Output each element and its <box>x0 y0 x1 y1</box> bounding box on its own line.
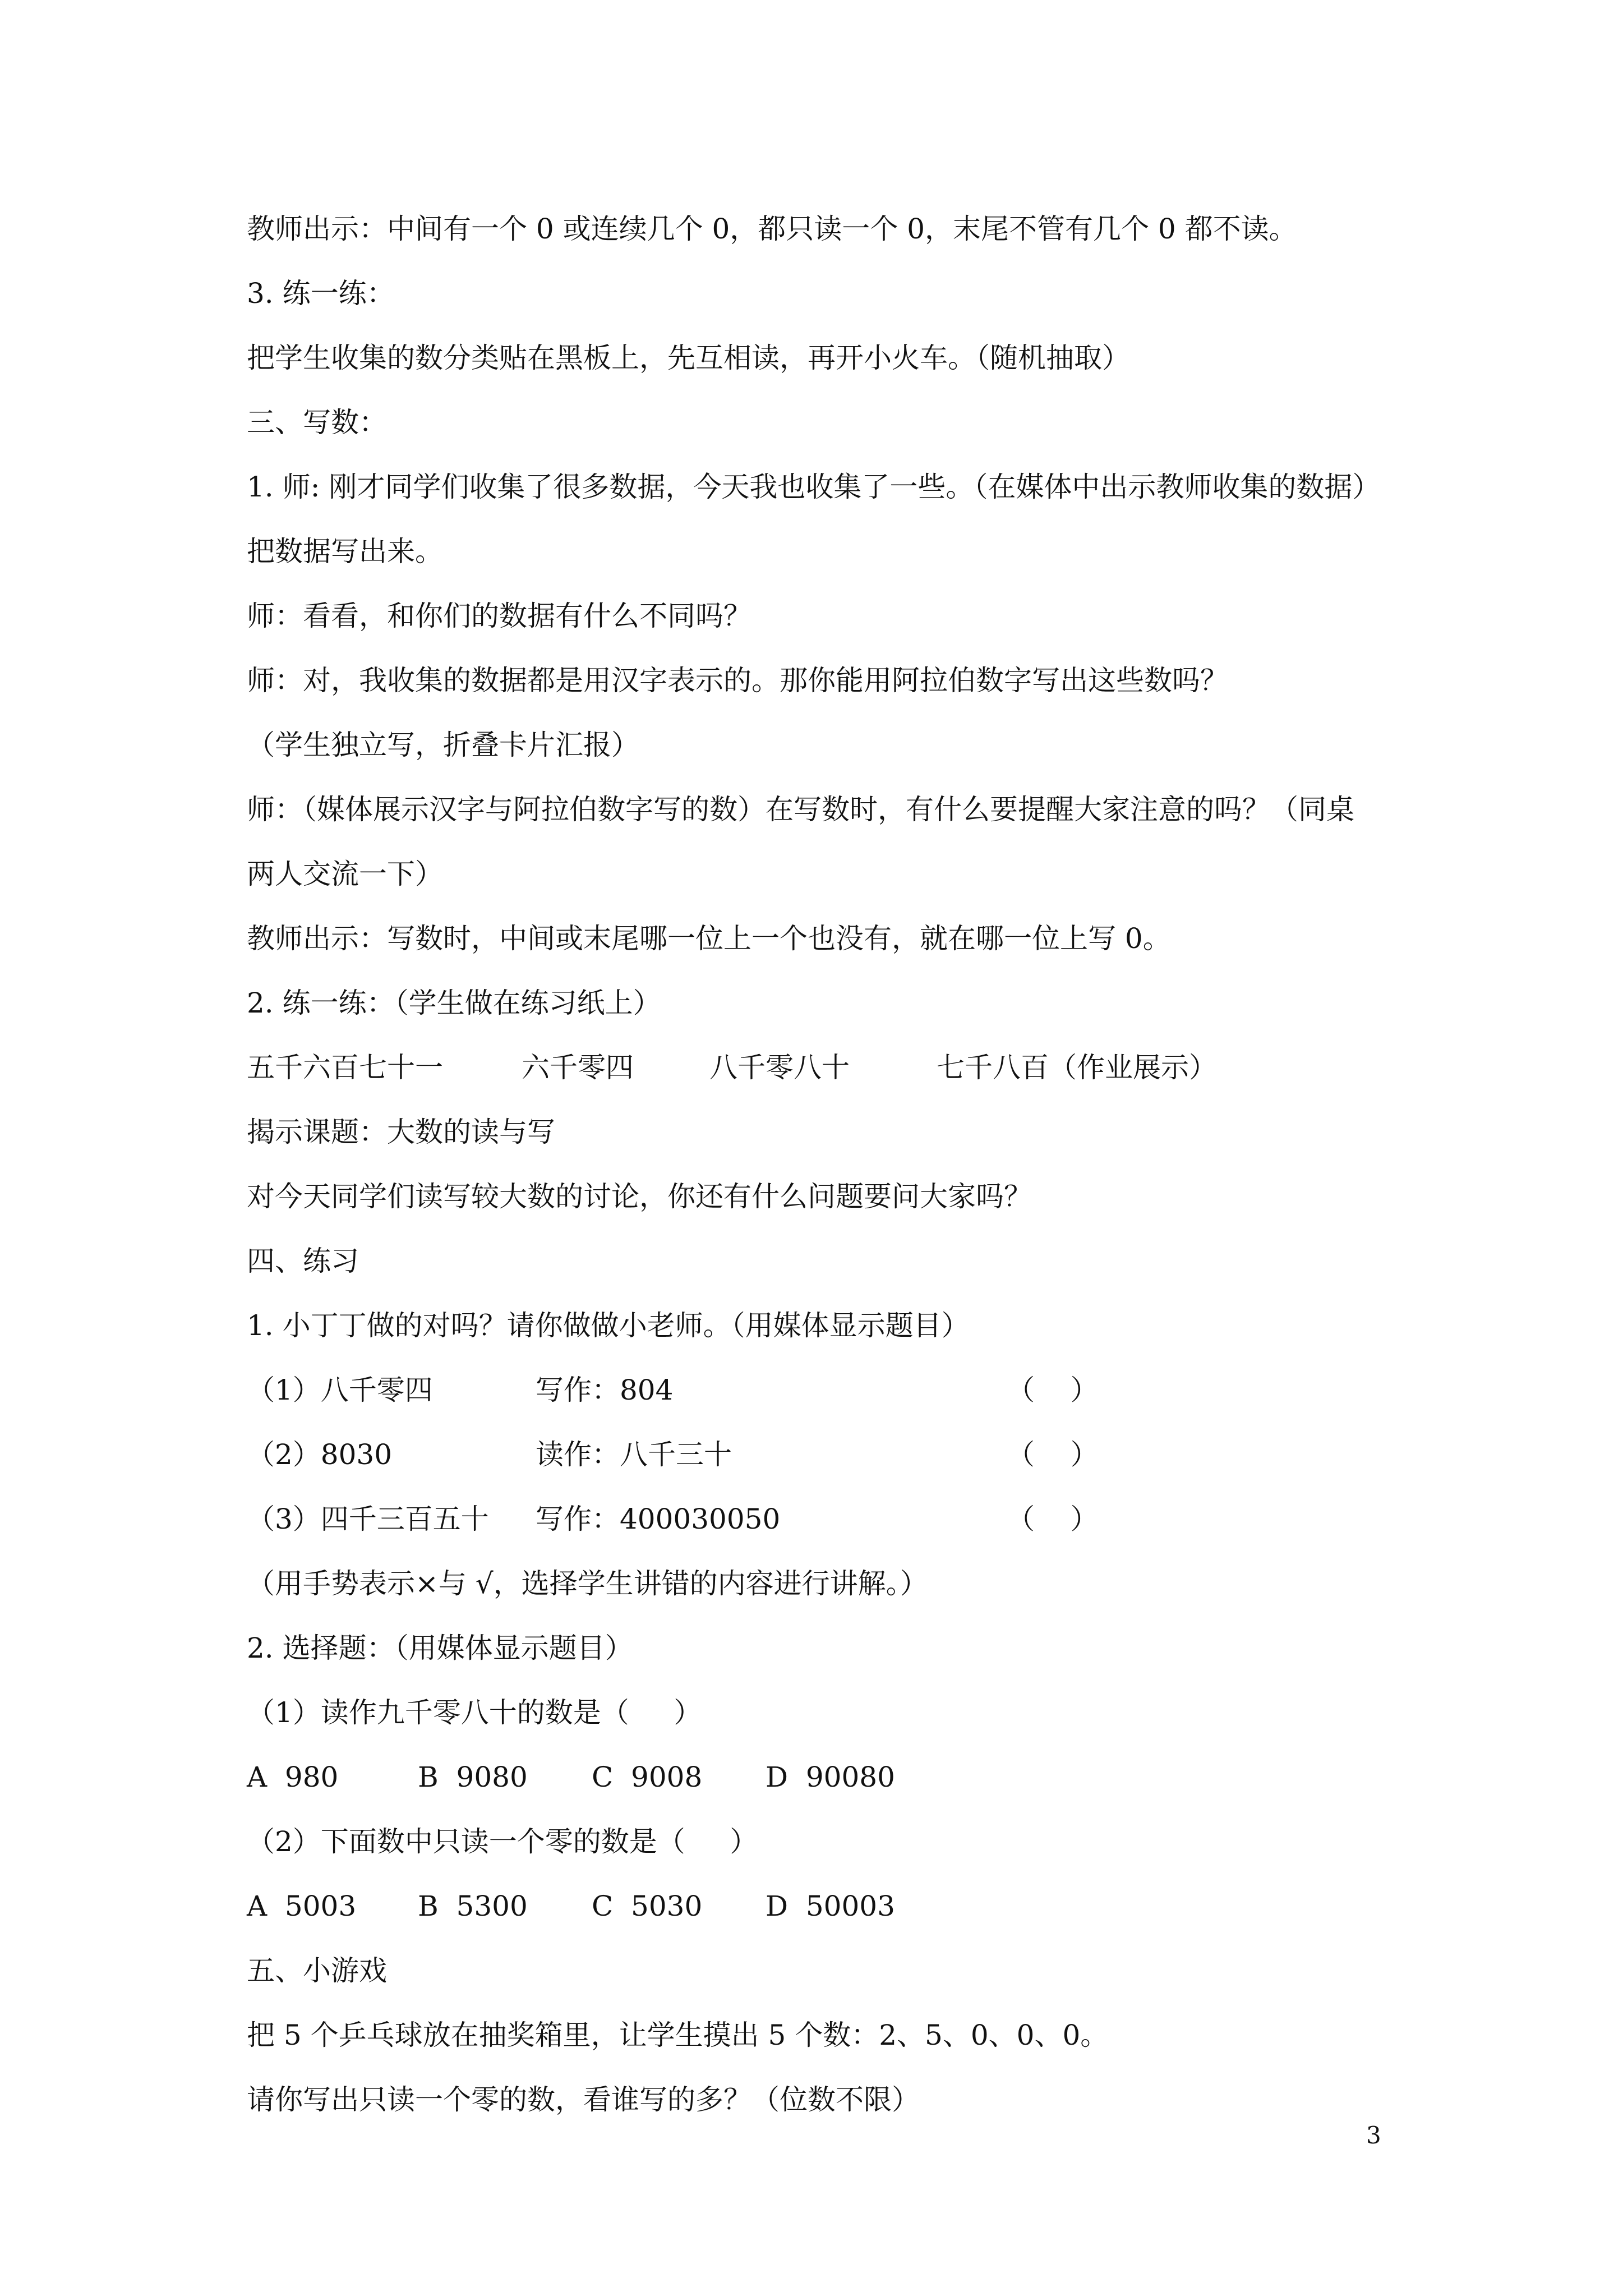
judge-item-label: （2）8030 <box>247 1438 393 1471</box>
section-heading: 四、练习 <box>247 1245 359 1277</box>
judge-item-answer: 写作：804 <box>536 1374 674 1406</box>
judge-item-blank: （ ） <box>1007 1503 1099 1535</box>
page-number: 3 <box>1366 2122 1381 2149</box>
practice-number: 六千零四 <box>522 1051 634 1084</box>
paragraph-line: 把 5 个乒乓球放在抽奖箱里，让学生摸出 5 个数：2、5、0、0、0。 <box>247 2019 1109 2051</box>
choice-option: B 5300 <box>418 1890 528 1922</box>
paragraph-line: 1. 小丁丁做的对吗？请你做做小老师。（用媒体显示题目） <box>247 1309 970 1342</box>
paragraph-line: 1. 师: 刚才同学们收集了很多数据，今天我也收集了一些。（在媒体中出示教师收集的数据） <box>247 471 1381 503</box>
question-line: （1）读作九千零八十的数是（ ） <box>247 1696 702 1729</box>
judge-item-answer: 写作：400030050 <box>536 1503 781 1535</box>
paragraph-line: 师：对，我收集的数据都是用汉字表示的。那你能用阿拉伯数字写出这些数吗？ <box>247 664 1228 697</box>
section-heading: 五、小游戏 <box>247 1954 387 1987</box>
section-heading: 三、写数： <box>247 406 387 439</box>
practice-number: 八千零八十 <box>709 1051 850 1084</box>
paragraph-line: 把数据写出来。 <box>247 535 443 568</box>
paragraph-line: 揭示课题：大数的读与写 <box>247 1116 555 1148</box>
paragraph-line: 教师出示：写数时，中间或末尾哪一位上一个也没有，就在哪一位上写 0。 <box>247 922 1171 955</box>
practice-number: 五千六百七十一 <box>247 1051 443 1084</box>
choice-option: B 9080 <box>418 1761 528 1793</box>
judge-item-blank: （ ） <box>1007 1438 1099 1471</box>
judge-item-blank: （ ） <box>1007 1374 1099 1406</box>
question-line: （2）下面数中只读一个零的数是（ ） <box>247 1825 758 1858</box>
paragraph-line: 师：看看，和你们的数据有什么不同吗？ <box>247 600 751 632</box>
choice-option: A 980 <box>247 1761 339 1793</box>
paragraph-line: 请你写出只读一个零的数，看谁写的多？（位数不限） <box>247 2083 920 2116</box>
choice-option: A 5003 <box>247 1890 357 1922</box>
judge-item-label: （1）八千零四 <box>247 1374 433 1406</box>
judge-item-label: （3）四千三百五十 <box>247 1503 489 1535</box>
choice-option: C 9008 <box>592 1761 703 1793</box>
paragraph-line: （用手势表示×与 √，选择学生讲错的内容进行讲解。） <box>247 1567 928 1600</box>
paragraph-line: 3. 练一练： <box>247 277 395 310</box>
choice-option: D 50003 <box>766 1890 895 1922</box>
judge-item-answer: 读作：八千三十 <box>536 1438 732 1471</box>
paragraph-line: 两人交流一下） <box>247 858 443 890</box>
paragraph-line: （学生独立写，折叠卡片汇报） <box>247 729 639 761</box>
paragraph-line: 师：（媒体展示汉字与阿拉伯数字写的数）在写数时，有什么要提醒大家注意的吗？（同桌 <box>247 793 1354 826</box>
choice-option: C 5030 <box>592 1890 703 1922</box>
choice-option: D 90080 <box>766 1761 895 1793</box>
paragraph-line: 把学生收集的数分类贴在黑板上，先互相读，再开小火车。（随机抽取） <box>247 342 1130 374</box>
paragraph-line: 2. 练一练：（学生做在练习纸上） <box>247 987 661 1019</box>
paragraph-line: 对今天同学们读写较大数的讨论，你还有什么问题要问大家吗？ <box>247 1180 1032 1213</box>
paragraph-line: 2. 选择题：（用媒体显示题目） <box>247 1632 633 1664</box>
practice-number: 七千八百（作业展示） <box>937 1051 1217 1084</box>
paragraph-line: 教师出示：中间有一个 0 或连续几个 0，都只读一个 0，末尾不管有几个 0 都不读。 <box>247 213 1297 245</box>
